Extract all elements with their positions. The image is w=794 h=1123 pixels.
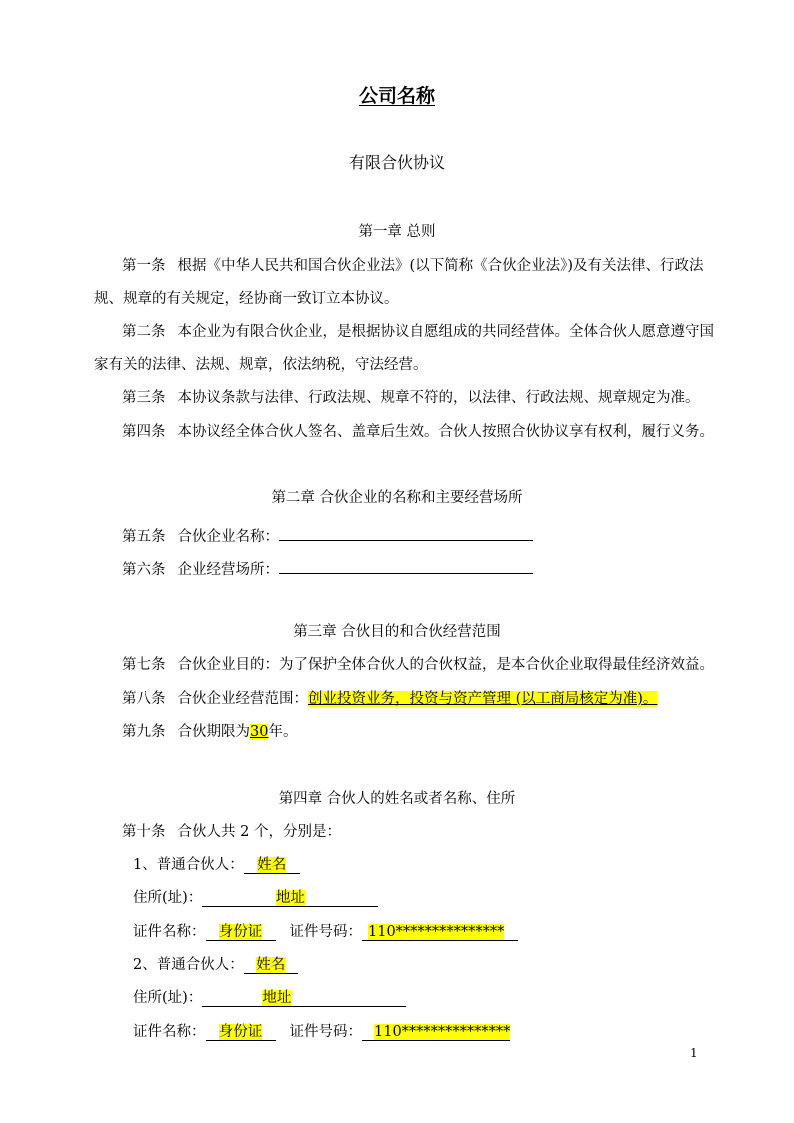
company-name-title: 公司名称 — [358, 85, 435, 107]
chapter3-heading: 第三章 合伙目的和合伙经营范围 — [293, 624, 501, 640]
partner-1-id-no-field[interactable] — [362, 922, 518, 941]
partner-2-id-type: 身份证 — [218, 1024, 263, 1040]
article-6-label: 企业经营场所： — [177, 562, 279, 578]
partner-2-id-type-field[interactable] — [206, 1022, 276, 1041]
partner-2-address: 地址 — [262, 990, 292, 1006]
article-7-text: 合伙企业目的：为了保护全体合伙人的合伙权益，是本合伙企业取得最佳经济效益。 — [177, 657, 714, 673]
business-scope-value: 创业投资业务，投资与资产管理 (以工商局核定为准)。 — [308, 691, 658, 707]
article-2-line1 — [122, 322, 714, 342]
article-6 — [122, 555, 533, 580]
partner-1-address: 地址 — [275, 890, 305, 906]
company-name-blank[interactable] — [279, 522, 533, 541]
partner-1-id-no-label: 证件号码： — [289, 924, 362, 940]
partner-2-address-label: 住所(址)： — [133, 990, 203, 1006]
partner-2-name-field[interactable] — [244, 955, 298, 974]
partner-2-id-no-label: 证件号码： — [289, 1024, 362, 1040]
article-4-text: 本协议经全体合伙人签名、盖章后生效。合伙人按照合伙协议享有权利，履行义务。 — [177, 424, 714, 440]
business-location-blank[interactable] — [279, 555, 533, 574]
partner-1-id-type-field[interactable] — [206, 922, 276, 941]
article-9 — [122, 722, 297, 742]
partner-2-id-type-label: 证件名称： — [133, 1024, 206, 1040]
partner-2-id-no: 110*************** — [374, 1024, 511, 1040]
article-8-label: 合伙企业经营范围： — [177, 691, 308, 707]
article-1-text: 根据《中华人民共和国合伙企业法》(以下简称《合伙企业法》)及有关法律、行政法 — [177, 258, 704, 274]
partner-2-id-row — [133, 1022, 510, 1042]
article-1-line2: 规、规章的有关规定，经协商一致订立本协议。 — [94, 291, 399, 307]
article-4 — [122, 422, 714, 442]
article-10-number: 第十条 — [122, 824, 166, 840]
article-2-line2: 家有关的法律、法规、规章，依法纳税，守法经营。 — [94, 357, 428, 373]
partner-1-id-type-label: 证件名称： — [133, 924, 206, 940]
article-10-text: 合伙人共 2 个，分别是： — [177, 824, 341, 840]
chapter2-heading: 第二章 合伙企业的名称和主要经营场所 — [271, 490, 523, 506]
article-4-number: 第四条 — [122, 424, 166, 440]
partner-2-address-field[interactable] — [202, 988, 406, 1007]
page-number: 1 — [690, 1046, 698, 1060]
article-6-number: 第六条 — [122, 562, 166, 578]
article-7 — [122, 655, 714, 675]
partner-2-address-row — [133, 988, 406, 1008]
chapter1-heading: 第一章 总则 — [358, 224, 436, 240]
chapter4-heading: 第四章 合伙人的姓名或者名称、住所 — [278, 791, 516, 807]
article-8 — [122, 689, 657, 709]
partner-2-name-row — [133, 955, 298, 975]
article-3-number: 第三条 — [122, 390, 166, 406]
article-9-prefix: 合伙期限为 — [177, 724, 250, 740]
article-5-number: 第五条 — [122, 529, 166, 545]
partner-1-name-row — [133, 855, 300, 875]
article-5 — [122, 522, 533, 547]
partner-1-address-field[interactable] — [202, 888, 378, 907]
article-3-text: 本协议条款与法律、行政法规、规章不符的，以法律、行政法规、规章规定为准。 — [177, 390, 700, 406]
partner-1-id-row — [133, 922, 518, 942]
article-2-number: 第二条 — [122, 324, 166, 340]
article-8-number: 第八条 — [122, 691, 166, 707]
partner-1-name: 姓名 — [257, 857, 287, 873]
partner-1-label: 1、普通合伙人： — [133, 857, 244, 873]
article-2-text: 本企业为有限合伙企业，是根据协议自愿组成的共同经营体。全体合伙人愿意遵守国 — [177, 324, 714, 340]
article-1-number: 第一条 — [122, 258, 166, 274]
partner-1-address-label: 住所(址)： — [133, 890, 203, 906]
partner-1-id-no: 110*************** — [368, 924, 505, 940]
article-9-number: 第九条 — [122, 724, 166, 740]
term-years-value: 30 — [250, 724, 269, 740]
partner-2-label: 2、普通合伙人： — [133, 957, 244, 973]
article-7-number: 第七条 — [122, 657, 166, 673]
partner-1-address-row — [133, 888, 378, 908]
article-3 — [122, 388, 700, 408]
partner-1-id-type: 身份证 — [218, 924, 263, 940]
partner-1-name-field[interactable] — [244, 855, 300, 874]
partner-2-name: 姓名 — [256, 957, 286, 973]
article-1-line1 — [122, 256, 704, 276]
partner-2-id-no-field[interactable] — [362, 1022, 510, 1041]
doc-title: 有限合伙协议 — [348, 153, 445, 172]
article-5-label: 合伙企业名称： — [177, 529, 279, 545]
article-10 — [122, 822, 341, 842]
article-9-suffix: 年。 — [268, 724, 298, 740]
